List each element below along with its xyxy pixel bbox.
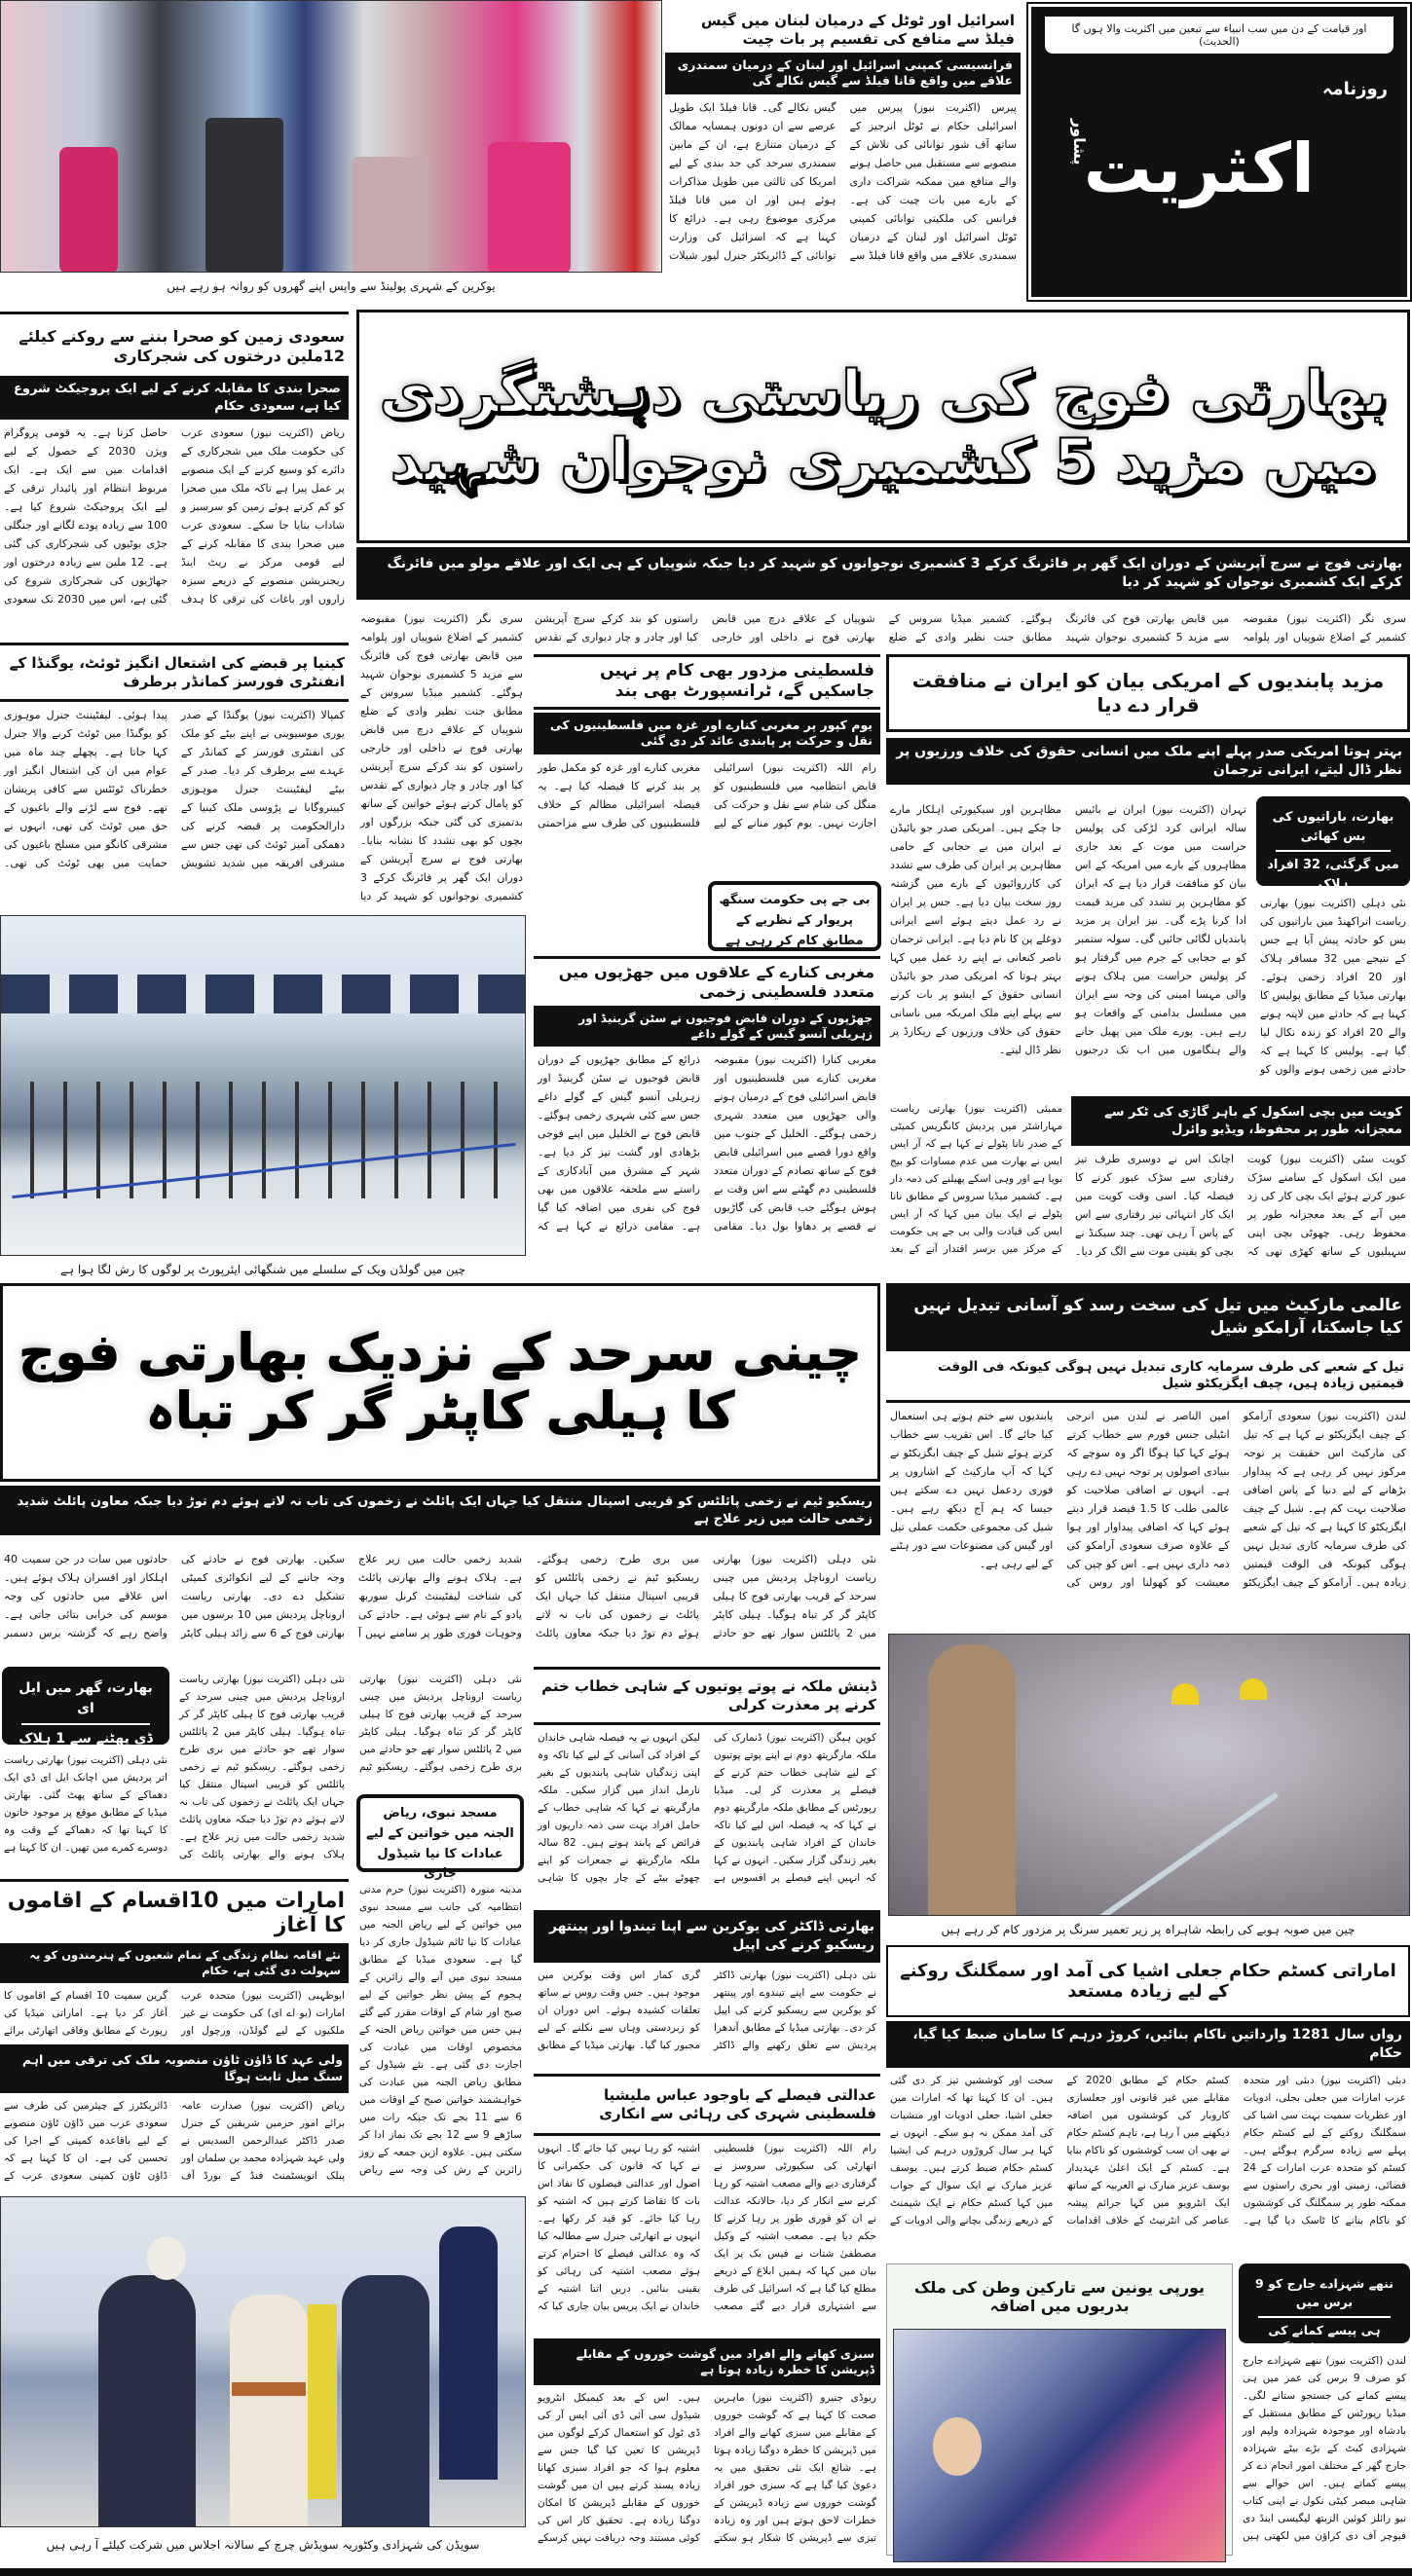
- masthead-logo: اکثریت: [1083, 129, 1315, 208]
- bus-story-body: نئی دہلی (اکثریت نیوز) بھارتی ریاست اتراکھنڈ میں باراتیوں کی بس کو حادثہ پیش آیا ہے جس کے نتیجے میں 32 مسافر ہلاک اور 20 افراد زخمی ہوئے۔ بھارتی میڈیا کے مطابق پولیس کا کہنا ہے کہ حادثے میں لاپتہ ہونے والے 20 افراد کو زندہ نکال لیا گیا ہے۔ پولیس کا کہنا ہے کہ حادثے میں زخمی ہونے والوں کو: [1260, 897, 1406, 1076]
- vegetarian-body: ریوڈی جنیرو (اکثریت نیوز) ماہرین صحت کا کہنا ہے کہ گوشت خوروں کے مقابلے میں سبزی کھانے والے افراد میں ڈپریشن کا خطرہ دوگنا زیادہ ہوتا ہے۔ شائع ایک نئی تحقیق میں یہ دعویٰ کیا گیا ہے کہ سبزی خور افراد گوشت خوروں سے زیادہ ڈپریشن کے خطرات لاحق ہوتے ہیں اور وہ زیادہ تیزی سے ڈپریشن کا شکار ہو سکتے ہیں۔ اس کے بعد کیمیکل انٹرویو شیڈول سی آئی ڈی آئی ایس آر کی ڈی ٹول کو استعمال کرکے لوگوں میں ڈپریشن کا تعین کیا گیا جس سے معلوم ہوا کہ جو افراد سبزی کھانا زیادہ پسند کرتے ہیں ان میں گوشت خوروں کے مقابلے ڈپریشن کا امکان دوگنا زیادہ ہے۔ تحقیق کار اس کی کوئی مستند وجہ دریافت نہیں کرسکے: [538, 2392, 876, 2545]
- masjid-story-body: مدینہ منورہ (اکثریت نیوز) حرم مدنی انتظامیہ کی جانب سے مسجد نبوی میں خواتین کے لیے ریاض الجنہ میں عبادات کا نیا ٹائم شیڈول جاری کر دیا گیا ہے۔ سعودی میڈیا کے مطابق مسجد نبوی میں آنے والے زائرین کے ہجوم کے پیش نظر خواتین کے لیے صبح اور شام کے اوقات مقرر کیے گئے ہیں جس میں خواتین ریاض الجنہ کے مخصوص اوقات میں عبادت کی اجازت دی گئی ہے۔ نئے شیڈول کے مطابق ریاض الجنہ میں عبادت کی خواہشمند خواتین صبح کے اوقات میں 6 سے 11 بجے تک جبکہ رات میں ساڑھے 9 سے 12 بجے تک نماز ادا کر سکتی ہیں۔ علاوہ ازیں جمعہ کے روز زائرین کے رش کی وجہ سے ریاض: [359, 1884, 522, 2176]
- bus-box-line1: بھارت، باراتیوں کی بس کھائی: [1272, 810, 1394, 844]
- palestine-workers-headline: فلسطینی مزدور بھی کام پر نہیں جاسکیں گے، ٹرانسپورٹ بھی بند: [534, 654, 880, 710]
- kenya-story: [0, 646, 349, 909]
- masjid-box: مسجد نبوی، ریاض الجنہ میں خواتین کے لیے عبادات کا نیا شیڈول جاری: [356, 1794, 524, 1872]
- saudi-story: [0, 317, 349, 639]
- uae-aqama-body: ابوظہبی (اکثریت نیوز) متحدہ عرب امارات (یو اے ای) کی حکومت نے غیر ملکیوں کے لیے گولڈن، ورچول اور گرین سمیت 10 اقسام کے اقاموں کا آغاز کر دیا ہے۔ اماراتی میڈیا کی رپورٹ کے مطابق وفاقی اتھارٹی برائے: [4, 1990, 345, 2038]
- palestine-workers-story: [534, 654, 880, 876]
- customs-subheadline: رواں سال 1281 وارداتیں ناکام بنائیں، کروڑ درہم کا سامان ضبط کیا گیا، حکام: [886, 2021, 1410, 2068]
- danish-headline: ڈینش ملکہ نے پوتے پوتیوں کے شاہی خطاب ختم کرنے پر معذرت کرلی: [534, 1667, 880, 1725]
- iran-story-subheadline: بہتر ہوتا امریکی صدر پہلے اپنے ملک میں انسانی حقوق کی خلاف ورزیوں پر نظر ڈال لیتے، ایرانی ترجمان: [886, 738, 1410, 785]
- sweden-photo-caption: سویڈن کی شہزادی وکٹوریہ سویڈش چرچ کے سالانہ اجلاس میں شرکت کیلئے آ رہی ہیں: [46, 2538, 480, 2552]
- vegetarian-headline: سبزی کھانے والے افراد میں گوشت خوروں کے مقابلے ڈپریشن کا خطرہ زیادہ ہوتا ہے: [534, 2338, 880, 2385]
- divider: [0, 643, 349, 645]
- downtown-story: [0, 2044, 349, 2192]
- china-helicopter-subheadline: ریسکیو ٹیم نے زخمی پائلٹس کو قریبی اسپتال منتقل کیا جہاں ایک پائلٹ نے زخموں کی تاب نہ لاتے ہوئے دم توڑ دیا جبکہ معاون پائلٹ شدید زخمی حالت میں زیر علاج ہے: [0, 1486, 880, 1535]
- bus-box: [1256, 796, 1410, 892]
- masthead: [1028, 4, 1410, 300]
- led-box-line2: ڈی پھٹنے سے 1 ہلاک: [19, 1731, 153, 1747]
- george-story-body: لندن (اکثریت نیوز) ننھے شہزادے جارج کو صرف 9 برس کی عمر میں ہی پیسے کمانے کی جستجو ستانے لگی۔ میڈیا رپورٹس کے مطابق مستقبل کے بادشاہ اور موجودہ شہزادہ ولیم اور شہزادی کیٹ کے بڑے بیٹے شہزادہ جارج گھر کے مختلف امور انجام دے کر پیسے کماتے ہیں۔ اس حوالے سے شاہی مبصر کیٹی نکول نے اپنی کتاب نیو رائلز کوئین الزبتھ لیگیسی اینڈ دی فیوچر آف دی کراؤن میں لکھتی ہیں: [1243, 2355, 1406, 2542]
- divider: [0, 1879, 349, 1882]
- doctor-story: [534, 1910, 880, 2069]
- doctor-body: نئی دہلی (اکثریت نیوز) بھارتی ڈاکٹر نے حکومت سے اپنے تیندوے اور پینتھر کو یوکرین سے ریسکیو کرنے کی اپیل کر دی۔ بھارتی میڈیا کے مطابق آندھرا پردیش سے تعلق رکھنے والے ڈاکٹر گری کمار اس وقت یوکرین میں موجود ہیں۔ جس وقت روس نے ساتھ تعلقات کشیدہ ہوئے۔ اس دوران ان کو زبردستی وہاں سے نکلنے کے لیے مجبور کیا گیا۔ بھارتی میڈیا کے مطابق: [538, 1969, 876, 2051]
- customs-body: دبئی (اکثریت نیوز) دبئی اور متحدہ عرب امارات میں جعلی بجلی، ادویات اور عطریات سمیت بہت سی اشیا کی سمگلنگ روکنے کے لیے کسٹم حکام پہلے سے زیادہ سرگرم ہوگئے ہیں۔ کسٹم کو متحدہ عرب امارات کے 24 فضائی، زمینی اور بحری راستوں سے ممکنہ طور پر سمگلنگ کی کوششوں کو ناکام بنانے کا ٹاسک دیا گیا ہے۔ کسٹم حکام کے مطابق 2020 کے مقابلے میں غیر قانونی اور جعلسازی کاروبار کی کوششوں میں اضافہ دیکھنے میں آ رہا ہے، تاہم کسٹم حکام نے بھی ان سب کوششوں کو ناکام بنایا ہے۔ کسٹم کے ایک اعلیٰ عہدیدار یوسف عزیز مبارک نے العربیہ کے ساتھ ایک انٹرویو میں کہا جرائم پیشہ عناصر کی انٹرنیٹ کے خلاف اقدامات سخت اور کوششیں تیز کر دی گئی ہیں۔ ان کا کہنا تھا کہ امارات میں جعلی اشیا، جعلی ادویات اور منشیات کی آمد ممکن نہ ہو سکے۔ انہوں نے کہا ہر سال کروڑوں درہم کی ایشیا کسٹم حکام ضبط کرتے ہیں۔ یوسف عزیز مبارک نے ایک سوال کے جواب میں کہا کسٹم حکام نے ایک شپمنٹ کے ذریعے زندگی بچانے والی ادویات کے: [890, 2074, 1406, 2226]
- gas-story-subheadline: فرانسیسی کمپنی اسرائیل اور لبنان کے درمیان سمندری علاقے میں واقع قانا فیلڈ سے گیس نکالے گی: [665, 53, 1021, 95]
- tunnel-photo-caption: چین میں صوبہ ہوبے کی رابطہ شاہراہ پر زیر تعمیر سرنگ پر مزدور کام کر رہے ہیں: [941, 1923, 1356, 1936]
- iran-story-body: تہران (اکثریت نیوز) ایران نے بائیس سالہ ایرانی کرد لڑکی کی پولیس حراست میں موت کے بعد جاری مظاہروں کے بارے میں امریکہ کے اس بیان کو منافقت قرار دیا ہے کہ ایران کو مظاہرین پر تشدد کی مزید قیمت ادا کرنا پڑے گی۔ نیز ایران پر مزید پابندیاں لگائی جائیں گی۔ سولہ ستمبر کو بے حجابی کے جرم میں گرفتار ہو کر پولیس حراست میں ہلاک ہونے والی مہسا امینی کی وجہ سے ایران میں مسلسل بدامنی کے واقعات ہو رہے ہیں۔ پورے ملک میں پھیل جانے والے ہنگاموں میں اب تک درجنوں مظاہرین اور سیکیورٹی اہلکار مارے جا چکے ہیں۔ امریکی صدر جو بائیڈن نے ایران میں بے حجابی کے حامی مظاہرین پر ایران کی طرف سے تشدد کی کارروائیوں کے بارے میں گزشتہ روز سخت بیان دیا ہے۔ جس پر ایران نے رد عمل دیتے ہوئے اسے ایرانی دوغلے پن کا نام دیا ہے۔ ایرانی ترجمان ناصر کنعانی نے اپنے رد عمل میں کہا بہتر ہوتا کہ امریکی صدر جو بائیڈن انسانی حقوق کے ایشو پر بات کرنے سے پہلے اپنے ملک امریکہ میں ناسانی حقوق کی خلاف ورزیوں کے ریکارڈ پر نظر ڈال لیتے۔: [890, 803, 1246, 1056]
- kenya-story-headline: کینیا پر قبضے کی اشتعال انگیز ٹوئٹ، یوگنڈا کے انفنٹری فورسز کمانڈر برطرف: [0, 646, 349, 702]
- danish-story: [534, 1667, 880, 1905]
- led-story-body: نئی دہلی (اکثریت نیوز) بھارتی ریاست اتر پردیش میں اچانک ایل ای ڈی ایک دھماکے کے ساتھ پھٹ گئی۔ بھارتی میڈیا کے مطابق موقع پر موجود خاتون کا کہنا تھا کہ دھماکے کے وقت وہ دوسرے کمرے میں تھیں۔ ان کا کہنا ہے: [4, 1754, 167, 1854]
- uae-aqama-headline: امارات میں 10اقسام کے اقاموں کا آغاز: [7, 1889, 345, 1937]
- customs-headline: اماراتی کسٹم حکام جعلی اشیا کی آمد اور سمگلنگ روکنے کے لیے زیادہ مستعد: [886, 1945, 1410, 2017]
- bjp-box: بی جے پی حکومت سنگھ پریوار کے نظریے کے مطابق کام کر رہی ہے: [708, 881, 881, 951]
- eu-headline: یورپی یونین سے تارکین وطن کی ملک بدریوں میں اضافہ: [913, 2278, 1206, 2315]
- china-helicopter-body-cont2: نئی دہلی (اکثریت نیوز) بھارتی ریاست اروناچل پردیش میں چینی سرحد کے قریب بھارتی فوج کا ہیلی کاپٹر گر کر تباہ ہوگیا۔ ہیلی کاپٹر میں 2 پائلٹس سوار تھے جو حادثے میں بری طرح زخمی ہوگئے۔ ریسکیو ٹیم: [359, 1674, 522, 1773]
- abbas-headline: عدالتی فیصلے کے باوجود عباس ملیشیا فلسطینی شہری کی رہائی سے انکاری: [534, 2074, 880, 2136]
- gas-story-headline: اسرائیل اور ٹوٹل کے درمیان لبنان میں گیس فیلڈ سے منافع کی تقسیم پر بات چیت: [700, 12, 1015, 48]
- masthead-roznama: روزنامہ: [1321, 79, 1388, 99]
- bottom-rule: [0, 2568, 1412, 2576]
- abbas-story: [534, 2074, 880, 2335]
- doctor-headline: بھارتی ڈاکٹر کی یوکرین سے اپنا تیندوا اور پینتھر ریسکیو کرنے کی اپیل: [534, 1910, 880, 1963]
- gas-story-body: پیرس (اکثریت نیوز) پیرس میں اسرائیلی حکام نے ٹوٹل انرجیز کے ساتھ آف شور توانائی کی تلاش کے منصوبے سے مستقبل میں حاصل ہونے والے منافع میں ممکنہ شراکت داری کے بارے میں بات چیت کی ہے۔ فرانس کی ملکیتی توانائی کمپنی ٹوٹل اسرائیل اور لبنان کے درمیان سمندری علاقے میں واقع قانا فیلڈ سے گیس نکالے گی۔ قانا فیلڈ ایک طویل عرصے سے ان دونوں ہمسایہ ممالک کے درمیان متنازع ہے، ان کے مابین سمندری سرحد کی حد بندی کے لیے امریکا کی ثالثی میں طویل مذاکرات ہوئے ہیں اور ان میں قانا فیلڈ مرکزی موضوع رہی ہے۔ ذرائع کا کہنا ہے کہ اسرائیل کی وزارت توانائی کے ڈائریکٹر جنرل لیور شیلات: [669, 101, 1017, 263]
- oil-body: لندن (اکثریت نیوز) سعودی آرامکو کے چیف ایگزیکٹو نے کہا ہے کہ تیل کی مارکیٹ اس حقیقت پر توجہ مرکوز نہیں کر رہی ہے کہ پیداوار بڑھانے کے لیے دنیا کے پاس اضافی صلاحیت بہت کم ہے۔ شیل کے چیف ایگزیکٹو کا کہنا ہے کہ تیل کے شعبے کی طرف سرمایہ کاری تبدیل نہیں ہوگی کیونکہ فی الوقت قیمتیں زیادہ ہیں۔ آرامکو کے چیف ایگزیکٹو امین الناصر نے لندن میں انرجی انٹیلی جنس فورم سے خطاب کرتے ہوئے کہا کیا ہوگا اگر وہ سوچے کہ بنیادی اصولوں پر توجہ نہیں دے رہی ہے۔ انہوں نے اضافی صلاحیت کو عالمی طلب کا 1.5 فیصد قرار دیتے ہوئے کہا کہ اضافی پیداوار اور ہوا کے علاوہ صرف سعودی آرامکو کی ذمہ داری نہیں ہے۔ اس کو چین کی معیشت کو کھولنا اور روس کی پابندیوں سے ختم ہوتے ہی استعمال کیا جائے گا۔ اس تقریب سے خطاب کرتے ہوئے شیل کے چیف ایگزیکٹو نے کہا کہ آپ مارکیٹ کے اشاروں پر فوری ردعمل نہیں دے سکتے ہیں جیسا کہ ہم آج دیکھ رہے ہیں۔ شیل کی مجموعی حکمت عملی تیل اور گیس کی مصنوعات سے دور ہٹنے کے لیے رہی ہے۔: [890, 1409, 1406, 1589]
- main-headline-subheadline: بھارتی فوج نے سرچ آپریشن کے دوران ایک گھر پر فائرنگ کرکے 3 کشمیری نوجوانوں کو شہید کر دیا جبکہ شوپیاں کے ہی ایک اور علاقے مولو میں فائرنگ کرکے ایک کشمیری نوجوان کو شہید کر دیا: [356, 547, 1410, 600]
- led-box-line1: بھارت، گھر میں ایل ای: [19, 1680, 153, 1716]
- china-helicopter-body-cont: نئی دہلی (اکثریت نیوز) بھارتی ریاست اروناچل پردیش میں چینی سرحد کے قریب بھارتی فوج کا ہیلی کاپٹر گر کر تباہ ہوگیا۔ ہیلی کاپٹر میں 2 پائلٹس سوار تھے جو حادثے میں بری طرح زخمی ہوگئے۔ ریسکیو ٹیم نے زخمی پائلٹس کو قریبی اسپتال منتقل کیا جہاں ایک پائلٹ نے زخموں کی تاب نہ لاتے ہوئے دم توڑ دیا جبکہ معاون پائلٹ شدید زخمی حالت میں زیر علاج ہے۔ ہلاک ہونے والے بھارتی پائلٹ کی: [179, 1674, 345, 1860]
- gas-story: [665, 8, 1021, 300]
- ukraine-travelers-photo: [0, 0, 662, 273]
- migrants-photo: [893, 2329, 1226, 2562]
- george-box-line1: ننھے شہزادے جارج کو 9 برس میں: [1255, 2276, 1393, 2309]
- oil-headline: عالمی مارکیٹ میں تیل کی سخت رسد کو آسانی تبدیل نہیں کیا جاسکتا، آرامکو شیل: [886, 1283, 1410, 1351]
- sweden-princess-photo: [0, 2196, 526, 2527]
- led-box: [2, 1667, 169, 1745]
- kuwait-headline: کویت میں بچی اسکول کے باہر گاڑی کی ٹکر سے معجزانہ طور پر محفوظ، ویڈیو وائرل: [1071, 1096, 1410, 1146]
- vegetarian-story: [534, 2338, 880, 2566]
- george-box: [1239, 2263, 1410, 2356]
- bus-box-headline: [1256, 796, 1410, 892]
- kashmir-story-body-band: سری نگر (اکثریت نیوز) مقبوضہ کشمیر کے اضلاع شوپیاں اور پلوامہ میں قابض بھارتی فوج کی فائرنگ سے مزید 5 کشمیری نوجوان شہید ہوگئے۔ کشمیر میڈیا سروس کے مطابق جنت نظیر وادی کے ضلع شوپیاں کے علاقے درچ میں قابض بھارتی فوج نے داخلی اور خارجی راستوں کو بند کرکے سرچ آپریشن کیا اور چادر و چار دیواری کے تقدس: [535, 612, 1406, 644]
- abbas-body: رام اللہ (اکثریت نیوز) فلسطینی اتھارٹی کی سکیورٹی سروسز نے گرفتاری دیے والے مصعب اشتیہ کو رہا کرنے سے انکار کر دیا، حالانکہ عدالت نے ان کو فوری طور پر رہا کرنے کا حکم دیا ہے۔ مصعب اشتیہ کے وکیل مصطفیٰ شتات نے فیس بک پر ایک بیان میں کہا کہ ہمیں ابلاغ کے ذریعے مطلع کیا گیا ہے کہ اسرائیل کی طرف سے اشتہاری قرار دیے گئے مصعب اشتیہ کو رہا نہیں کیا جائے گا۔ انہوں نے کہا کہ قانون کی حکمرانی کا اصول اور عدالتی فیصلوں کا نفاذ اس بات کا تقاضا کرتے ہیں کہ اشتیہ کو رہا کیا جائے۔ کو قید کر رکھا ہے۔ انہوں نے اتھارٹی جنرل سے مطالبہ کیا کہ وہ عدالتی فیصلے کا احترام کرتے ہوئے مصعب اشتیہ کی رہائی کو یقینی بنائیں۔ دریں اثنا اشتیہ کے خاندان نے ایک پریس بیان جاری کیا کہ: [538, 2142, 876, 2312]
- westbank-body: مغربی کنارا (اکثریت نیوز) مقبوضہ مغربی کنارے میں فلسطینیوں اور قابض اسرائیلی فوج کے درمیان ہونے والی جھڑپوں میں متعدد شہری زخمی ہوگئے۔ الخلیل کے جنوب میں واقع دورا قصبے میں اسرائیلی قابض فوج کے ساتھ تصادم کے دوران متعدد فلسطینی دم گھٹنے سے اس وقت بے ہوش ہوگئے جب قابض کی گاڑیوں نے قصبے پر دھاوا بول دیا۔ مقامی ذرائع کے مطابق جھڑپوں کے دوران قابض فوجیوں نے سٹن گرینیڈ اور زہریلی آنسو گیس کے گولے داغے جس سے کئی شہری زخمی ہوگئے۔ قابض فوج نے الخلیل میں اپنے فوجی بڑھادی اور گشت تیز کر دیا ہے۔ شہر کے مشرق میں آبادکاری کے راستے سے ملحقہ علاقوں میں بھی فوج کی نفری میں اضافہ کیا گیا ہے۔ مقامی ذرائع نے کہا ہے کہ: [538, 1053, 876, 1233]
- ukraine-photo-caption: یوکرین کے شہری پولینڈ سے واپس اپنے گھروں کو روانہ ہو رہے ہیں: [167, 279, 496, 293]
- saudi-story-body: ریاض (اکثریت نیوز) سعودی عرب کی حکومت ملک میں شجرکاری کے دائرے کو وسیع کرنے کے ایک منصوبے پر عمل پیرا ہے تاکہ ملک میں صحرا کو کم کرتے ہوئے زمین کو سرسبز و شاداب بنایا جا سکے۔ سعودی عرب میں صحرا بندی کا مقابلہ کرنے کے لیے قومی مرکز نے ریٹ اینڈ ریجنریشن منصوبے کے ذریعے سبزہ زاروں اور باغات کی ترقی کا ہدف حاصل کرتا ہے۔ یہ قومی پروگرام ویژن 2030 کے حصول کے لیے اقدامات میں سے ایک ہے۔ ایک مربوط انتظام اور پائیدار ترقی کے لیے ایک پروجیکٹ شروع کیا ہے۔ 100 سے زیادہ پودے لگانے اور جنگلی جڑی بوٹیوں کی شجرکاری کی گئی ہے۔ 12 ملین سے زیادہ درختوں اور جھاڑیوں کی شجرکاری شروع کی گئی ہے، اس میں 2030 تک سعودی: [4, 426, 345, 607]
- main-headline: بھارتی فوج کی ریاستی دہشتگردی میں مزید 5 کشمیری نوجوان شہید: [356, 310, 1410, 543]
- westbank-headline: مغربی کنارے کے علاقوں میں جھڑپوں میں متعدد فلسطینی زخمی: [534, 956, 880, 1006]
- downtown-body: ریاض (اکثریت نیوز) صدارت عامہ برائے امور حرمین شریفین کے جنرل صدر ڈاکٹر عبدالرحمن السدیس نے ولی عہد شہزادہ محمد بن سلمان اور پبلک انویسٹمنٹ فنڈ کے بورڈ آف ڈائریکٹرز کے چیئرمین کی طرف سے سعودی عرب میں ڈاؤن ٹاؤن منصوبے کے لیے باقاعدہ کمپنی کے اجرا کی تحسین کی ہے۔ ان کا کہنا ہے کہ ڈاؤن ٹاؤن کمپنی سعودی عرب کے: [4, 2099, 345, 2182]
- kuwait-story: [1071, 1096, 1410, 1277]
- danish-body: کوپن ہیگن (اکثریت نیوز) ڈنمارک کی ملکہ مارگریتھ دوم نے اپنے پوتے پوتیوں کے لیے شاہی خطاب ختم کرنے کے فیصلے پر معذرت کر لی۔ میڈیا رپورٹس کے مطابق ملکہ مارگریتھ دوم نے کہا کہ یہ فیصلہ اس لیے کیا تاکہ خاندان کے افراد شاہی پابندیوں کے بغیر زندگی گزار سکیں۔ انہوں نے کہا کہ انہیں اپنے فیصلے پر افسوس ہے لیکن انہوں نے یہ فیصلہ شاہی خاندان کے افراد کی آسانی کے لیے کیا تاکہ وہ اپنی زندگیاں شاہی پابندیوں کے بغیر نارمل انداز میں گزار سکیں۔ ملکہ مارگریتھ نے کہا کہ شاہی خطاب کے حامل افراد بہت سی ذمہ داریوں اور فرائض کے پابند ہوتے ہیں۔ 82 سالہ ملکہ مارگریتھ نے جمعرات کو اپنے چھوٹے بیٹے کے چار بچوں کا شاہی: [538, 1731, 876, 1884]
- left-column-rule: [0, 312, 349, 314]
- palestine-workers-body: رام اللہ (اکثریت نیوز) اسرائیلی قابض انتظامیہ میں فلسطینیوں کو منگل کی شام سے نقل و حرکت کی اجازت نہیں۔ یوم کپور منانے کے لیے مغربی کنارے اور غزہ کو مکمل طور پر بند کرنے کا فیصلہ کیا ہے۔ یہ فیصلہ اسرائیلی مظالم کے خلاف فلسطینیوں کی طرف سے مزاحمتی: [538, 761, 876, 830]
- tunnel-workers-photo: [888, 1634, 1410, 1916]
- kashmir-story-body: سری نگر (اکثریت نیوز) مقبوضہ کشمیر کے اضلاع شوپیاں اور پلوامہ میں قابض بھارتی فوج کی فائرنگ سے مزید 5 کشمیری نوجوان شہید ہوگئے۔ کشمیر میڈیا سروس کے مطابق جنت نظیر وادی کے ضلع شوپیاں کے علاقے درچ میں قابض بھارتی فوج نے داخلی اور خارجی راستوں کو بند کرکے سرچ آپریشن کیا اور چادر و چار دیواری کے تقدس کو پامال کرتے ہوئے خواتین کے ساتھ بدتمیزی کی گئی جبکہ بزرگوں اور بچوں کو بھی تشدد کا نشانہ بنایا۔ بھارتی فوج نے سرچ آپریشن کے دوران ایک گھر پر فائرنگ کرکے 3 کشمیری نوجوانوں کو شہید کر دیا: [360, 612, 523, 902]
- oil-subheadline: تیل کے شعبے کی طرف سرمایہ کاری تبدیل نہیں ہوگی کیونکہ فی الوقت قیمتیں زیادہ ہیں، چیف ایگزیکٹو شیل: [886, 1351, 1410, 1403]
- masthead-city: پشاور: [1070, 119, 1089, 166]
- china-helicopter-headline: چینی سرحد کے نزدیک بھارتی فوج کا ہیلی کاپٹر گر کر تباہ: [0, 1283, 880, 1482]
- oil-story: [886, 1283, 1410, 1629]
- customs-story: [886, 1945, 1410, 2259]
- masthead-hadith: اور قیامت کے دن میں سب انبیاء سے تبعین میں اکثریت والا ہوں گا (الحدیث): [1045, 17, 1393, 54]
- airport-photo-caption: چین میں گولڈن ویک کے سلسلے میں شنگھائی ایئرپورٹ پر لوگوں کا رش لگا ہوا ہے: [59, 1263, 466, 1276]
- bus-box-line2: میں گرگئی، 32 افراد ہلاک: [1267, 858, 1399, 892]
- saudi-story-headline: سعودی زمین کو صحرا بننے سے روکنے کیلئے 12ملین درختوں کی شجرکاری: [19, 327, 345, 365]
- iran-story: [886, 654, 1410, 791]
- palestine-workers-subheadline: یوم کپور پر مغربی کنارے اور غزہ میں فلسطینیوں کی نقل و حرکت پر پابندی عائد کر دی گئی: [534, 713, 880, 755]
- shanghai-airport-photo: [0, 915, 526, 1256]
- china-helicopter-body: نئی دہلی (اکثریت نیوز) بھارتی ریاست اروناچل پردیش میں چینی سرحد کے قریب بھارتی فوج کا ہیلی کاپٹر گر کر تباہ ہوگیا۔ ہیلی کاپٹر میں 2 پائلٹس سوار تھے جو حادثے میں بری طرح زخمی ہوگئے۔ ریسکیو ٹیم نے زخمی پائلٹس کو قریبی اسپتال منتقل کیا جہاں ایک پائلٹ نے زخموں کی تاب نہ لاتے ہوئے دم توڑ دیا جبکہ معاون پائلٹ شدید زخمی حالت میں زیر علاج ہے۔ ہلاک ہونے والے بھارتی پائلٹ کی شناخت لیفٹیننٹ کرنل سوربھ یادو کے نام سے ہوئی ہے۔ حادثے کی وجوہات فوری طور پر سامنے نہیں آ سکیں۔ بھارتی فوج نے حادثے کی وجہ جاننے کے لیے انکوائری کمیٹی تشکیل دے دی۔ بھارتی ریاست اروناچل پردیش میں 10 برسوں میں بھارتی فوج کے 6 سے زائد ہیلی کاپٹر حادثوں میں سات در جن سمیت 40 اہلکار اور افسران ہلاک ہوئے ہیں۔ اس علاقے میں حادثوں کی وجہ موسم کی خرابی بتائی جاتی ہے۔ واضح رہے کہ گزشتہ برس دسمبر: [4, 1553, 876, 1639]
- kuwait-body: کویت سٹی (اکثریت نیوز) کویت میں ایک اسکول کے سامنے سڑک عبور کرتے ہوئے ایک بچی کار کی زد میں آنے کے بعد معجزانہ طور پر محفوظ رہی۔ چھوٹی بچی اپنی سہیلیوں کے ساتھ کھڑی تھی کہ اچانک اس نے دوسری طرف تیز رفتاری سے سڑک عبور کرنے کا فیصلہ کیا۔ اسی وقت کویت میں ایک کار انتہائی تیز رفتاری سے اس کے پاس آ رہی تھی۔ چند سیکنڈ نے بچی کو یقینی موت سے الگ کر دیا۔: [1075, 1153, 1406, 1259]
- kenya-story-body: کمپالا (اکثریت نیوز) یوگنڈا کے صدر یوری موسیوینی نے اپنے بیٹے کو ملک کی انفنٹری فورسز کے کمانڈر کے عہدے سے برطرف کر دیا۔ صدر کے بیٹے لیفٹیننٹ جنرل موہوزی کیینروگابا نے پڑوسی ملک کینیا کے دارالحکومت پر قبضہ کرنے کی دھمکی آمیز ٹوئٹ کی تھی جس سے مشرقی افریقہ میں شدید تشویش پیدا ہوئی۔ لیفٹیننٹ جنرل موہوزی کو یوگنڈا میں ٹوئٹ کرنے والا جنرل کہا جاتا ہے۔ پچھلے چند ماہ میں عوام میں ان کی اشتعال انگیز اور خطرناک ٹوئٹس سے کافی پریشان تھے۔ فوج سے لڑنے والے باغیوں کے حق میں ٹوئٹ کی تھی، انہوں نے مشرقی کانگو میں مسلح باغیوں کی حمایت میں بھی ٹوئٹ کی تھی۔: [4, 708, 345, 869]
- saudi-story-subheadline: صحرا بندی کا مقابلہ کرنے کے لیے ایک پروجیکٹ شروع کیا ہے، سعودی حکام: [0, 376, 349, 420]
- westbank-story: [534, 956, 880, 1277]
- george-box-line2: ہی پیسے کمانے کی جستجو ستانے لگی: [1268, 2322, 1381, 2356]
- eu-story: [886, 2263, 1233, 2556]
- iran-story-headline: مزید پابندیوں کے امریکی بیان کو ایران نے منافقت قرار دے دیا: [886, 654, 1410, 732]
- downtown-headline: ولی عہد کا ڈاؤن ٹاؤن منصوبہ ملک کی ترقی میں اہم سنگ میل ثابت ہوگا: [0, 2044, 349, 2093]
- uae-aqama-story: [0, 1883, 349, 2041]
- bjp-story-body-visible: ممبئی (اکثریت نیوز) بھارتی ریاست مہاراشٹر میں پردیش کانگریس کمیٹی کے صدر نانا پٹولے نے کہا ہے کہ آر ایس ایس نے بھارت میں عدم مساوات کو بیج بویا ہے اور وہی اسکے پھیلنے کی ذمہ دار ہے۔ کشمیر میڈیا سروس کے مطابق نانا پٹولے نے ایک بیان میں کہا کہ آر ایس ایس کی قیادت والی بی جے پی حکومت کے مرکز میں برسر اقتدار آنے کے بعد: [890, 1103, 1062, 1255]
- uae-aqama-subheadline: نئے اقامہ نظام زندگی کے تمام شعبوں کے ہنرمندوں کو یہ سہولت دی گئی ہے، حکام: [0, 1943, 349, 1983]
- westbank-subheadline: جھڑپوں کے دوران قابض فوجیوں نے سٹن گرینیڈ اور زہریلی آنسو گیس کے گولے داغے: [534, 1006, 880, 1047]
